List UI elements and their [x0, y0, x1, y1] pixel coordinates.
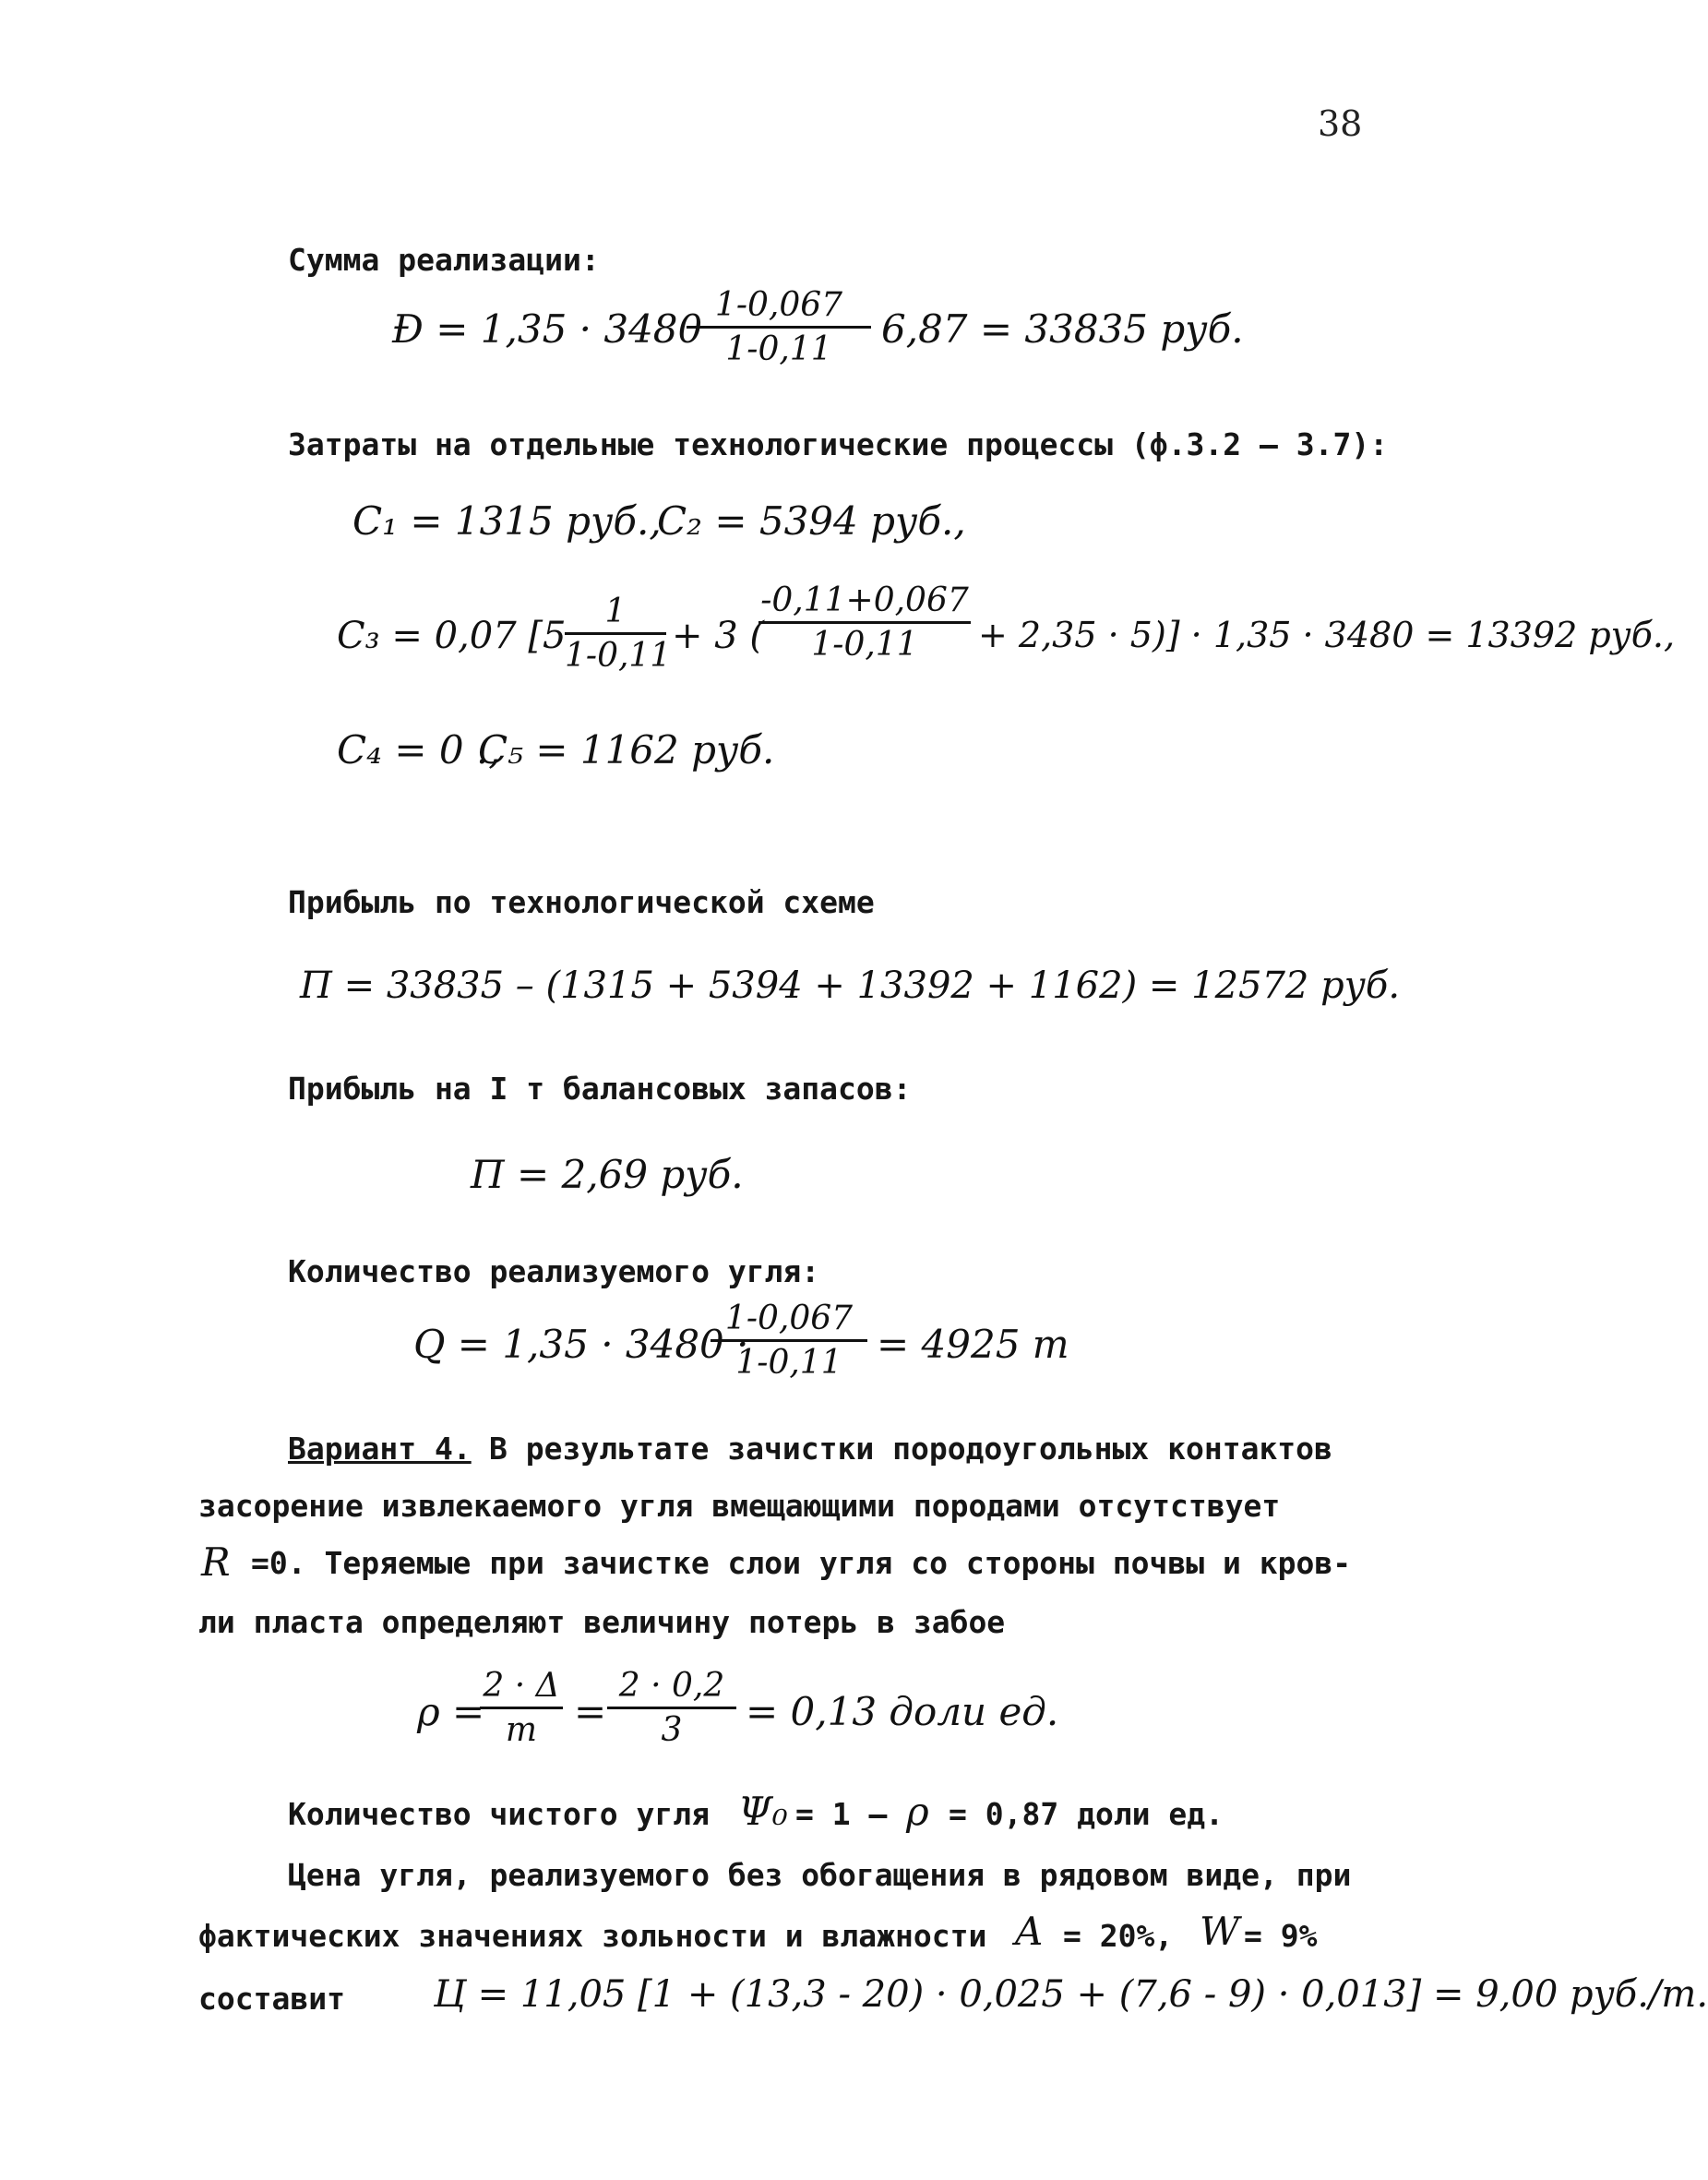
formula-q-lhs: Q = 1,35 · 3480 · [413, 1322, 749, 1367]
profit-heading: Прибыль по технологической схеме [288, 884, 875, 920]
page-number: 38 [1318, 103, 1363, 144]
variant-line-3: =0. Теряемые при зачистке слои угля со стороны почвы и кров- [251, 1545, 1352, 1581]
formula-c3-f2-denominator: 1-0,11 [811, 626, 918, 664]
formula-c5: C₅ = 1162 руб. [478, 727, 775, 773]
sales-heading: Сумма реализации: [288, 242, 600, 278]
formula-c4: C₄ = 0 ., [337, 727, 501, 773]
formula-c1: C₁ = 1315 руб., [352, 498, 662, 544]
variant-line-1: В результате зачистки породоугольных контактов [489, 1431, 1332, 1467]
formula-rho-fraction-2 [607, 1667, 736, 1749]
formula-rho-f1-numerator: 2 · Δ [483, 1667, 560, 1705]
variant-label: Вариант 4. [288, 1431, 472, 1467]
variant-r-symbol: R [201, 1539, 231, 1585]
clean-coal-end: = 0,87 доли ед. [949, 1796, 1224, 1832]
price-w-symbol: W [1200, 1909, 1240, 1954]
formula-c3-fraction-1 [565, 593, 672, 675]
formula-d-denominator: 1-0,11 [725, 330, 832, 368]
formula-d-fraction [687, 286, 871, 368]
price-line-2: фактических значениях зольности и влажности [198, 1918, 987, 1954]
formula-d-rhs: 6,87 = 33835 руб. [881, 306, 1244, 352]
formula-d-lhs: Ð = 1,35 · 3480 [392, 306, 703, 352]
variant-line-2: засорение извлекаемого угля вмещающими породами отсутствует [198, 1488, 1281, 1524]
formula-c3-f2-numerator: -0,11+0,067 [760, 581, 969, 619]
formula-c3-f1-numerator: 1 [604, 593, 627, 630]
clean-coal-text: Количество чистого угля [288, 1796, 710, 1832]
formula-price: Ц = 11,05 [1 + (13,3 - 20) · 0,025 + (7,6 - 9) · 0,013] = 9,00 руб./т. [434, 1973, 1708, 2016]
formula-profit-per-tonne: Π = 2,69 руб. [471, 1152, 744, 1197]
profit-per-tonne-heading: Прибыль на I т балансовых запасов: [288, 1071, 912, 1107]
price-line-1: Цена угля, реализуемого без обогащения в рядовом виде, при [288, 1857, 1352, 1893]
formula-rho-rhs: = 0,13 доли ед. [746, 1689, 1059, 1734]
formula-rho-eq: = [574, 1689, 607, 1734]
formula-c3-fraction-2 [758, 581, 971, 664]
formula-q-rhs: = 4925 т [877, 1322, 1069, 1367]
price-a-symbol: A [1015, 1909, 1044, 1954]
formula-rho-f2-denominator: 3 [661, 1711, 683, 1749]
formula-q-fraction [711, 1300, 867, 1382]
formula-profit: П = 33835 – (1315 + 5394 + 13392 + 1162) = 12572 руб. [300, 964, 1401, 1007]
formula-q-numerator: 1-0,067 [724, 1300, 854, 1337]
clean-coal-mid: = 1 – [795, 1796, 888, 1832]
formula-c3-rhs: + 2,35 · 5)] · 1,35 · 3480 = 13392 руб., [978, 615, 1676, 655]
formula-c3-mid: + 3 ( [672, 615, 764, 657]
price-line-3: составит [198, 1981, 345, 2017]
formula-rho-f2-numerator: 2 · 0,2 [618, 1667, 725, 1705]
formula-rho-fraction-1 [480, 1667, 563, 1749]
price-w-value: = 9% [1244, 1918, 1318, 1954]
formula-d-numerator: 1-0,067 [714, 286, 843, 324]
formula-c2: C₂ = 5394 руб., [657, 498, 966, 544]
formula-c3-lhs: C₃ = 0,07 [5 [337, 615, 567, 657]
clean-coal-symbol: Ψ₀ [738, 1789, 788, 1834]
formula-rho-f1-denominator: m [505, 1711, 538, 1749]
price-a-value: = 20%, [1063, 1918, 1174, 1954]
formula-c3-f1-denominator: 1-0,11 [565, 637, 672, 675]
costs-heading: Затраты на отдельные технологические процессы (ф.3.2 – 3.7): [288, 426, 1389, 462]
formula-rho-lhs: ρ = [417, 1689, 485, 1734]
formula-q-denominator: 1-0,11 [735, 1344, 842, 1382]
coal-quantity-heading: Количество реализуемого угля: [288, 1253, 820, 1289]
variant-line-4: ли пласта определяют величину потерь в забое [198, 1604, 1006, 1640]
clean-coal-rho: ρ [906, 1789, 929, 1834]
